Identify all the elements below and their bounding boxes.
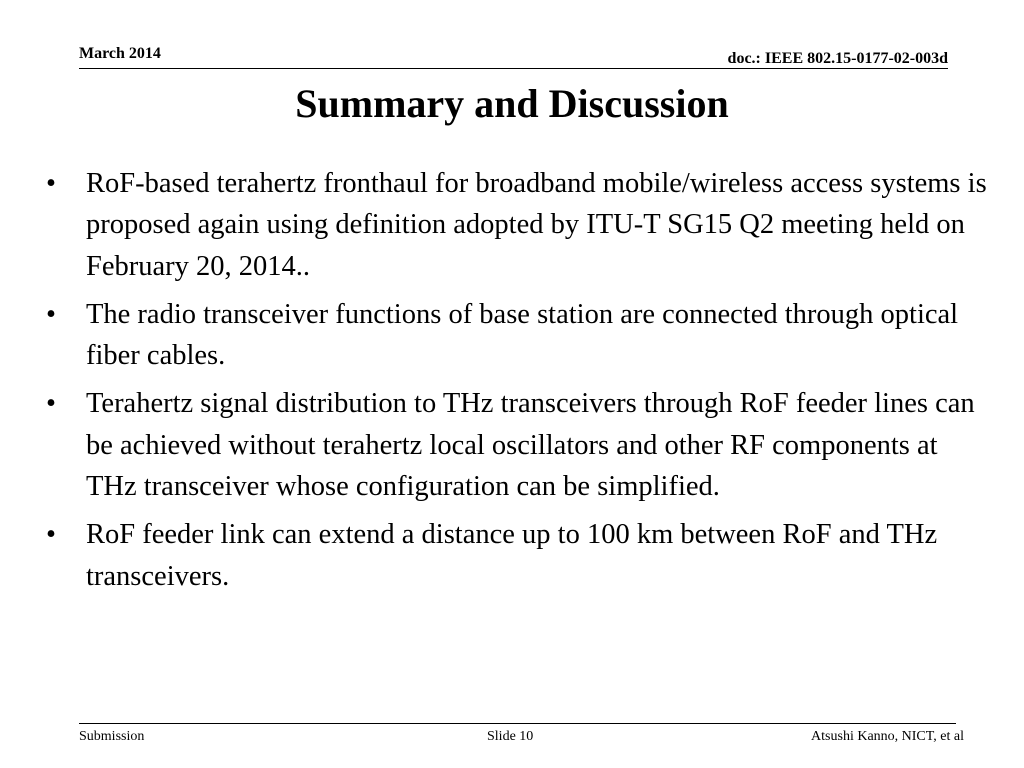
header-doc-id: doc.: IEEE 802.15-0177-02-003d [727,50,948,67]
footer-slide-number: Slide 10 [487,729,534,744]
bullet-text: Terahertz signal distribution to THz transceivers through RoF feeder lines can be achieved without terahertz local oscillators and other RF components at THz transceiver whose configuration can be simplified. [86,388,975,503]
bullet-dot-icon: • [46,168,56,199]
footer-author: Atsushi Kanno, NICT, et al [811,729,964,744]
bullet-item [42,383,992,507]
header-divider [79,68,948,69]
header-date: March 2014 [79,45,161,62]
bullet-item [42,294,992,377]
bullet-item [42,514,992,597]
bullet-text: RoF feeder link can extend a distance up to 100 km between RoF and THz transceivers. [86,519,938,592]
bullet-list [42,163,992,604]
bullet-dot-icon: • [46,298,56,330]
bullet-text: RoF-based terahertz fronthaul for broadband mobile/wireless access systems is proposed again using definition adopted by ITU-T SG15 Q2 meeting held on February 20, 2014.. [86,168,987,282]
bullet-text: The radio transceiver functions of base station are connected through optical fiber cables. [86,298,959,372]
slide-title: Summary and Discussion [295,81,729,126]
footer-divider [79,723,956,724]
footer-submission: Submission [79,729,145,744]
bullet-item [42,163,992,287]
bullet-dot-icon: • [46,519,56,551]
bullet-dot-icon: • [46,388,56,420]
